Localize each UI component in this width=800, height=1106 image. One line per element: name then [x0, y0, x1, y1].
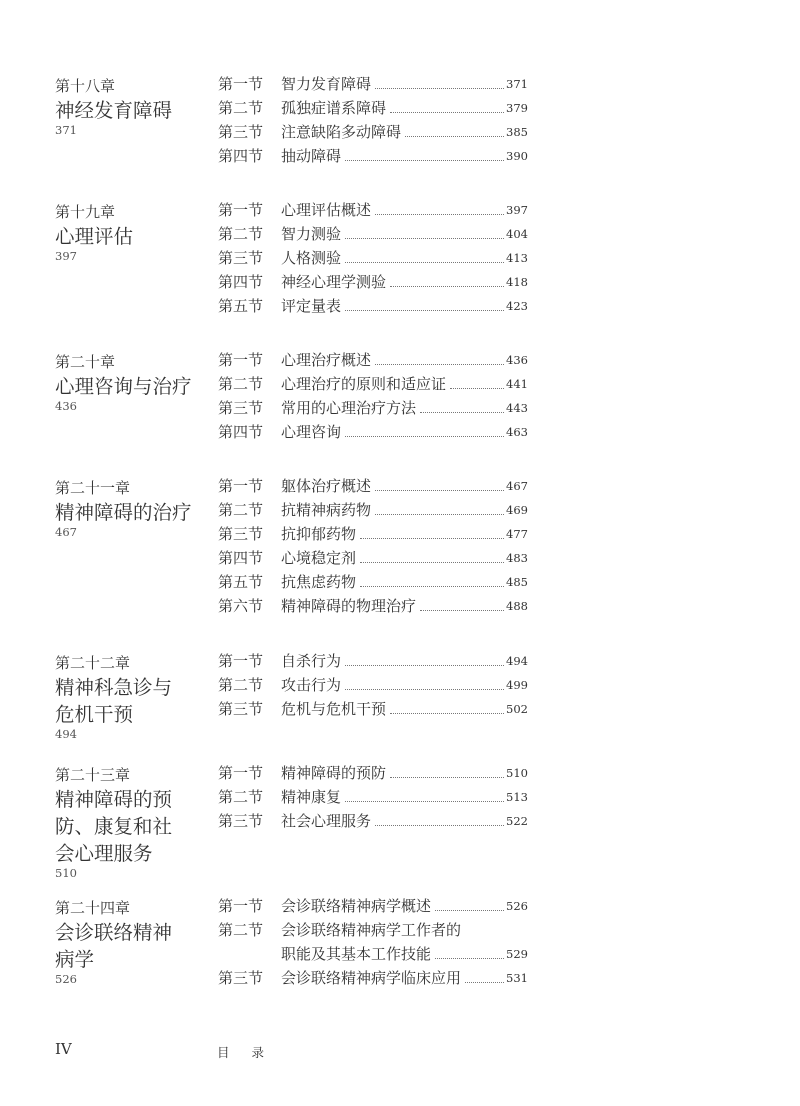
section-page-number: 469: [506, 503, 528, 517]
section-title: 智力发育障碍: [281, 75, 372, 93]
section-title: 精神康复: [281, 788, 342, 806]
section-label: 第一节: [218, 652, 264, 670]
section-label: 第三节: [218, 812, 264, 830]
section-title: 会诊联络精神病学概述: [281, 897, 432, 915]
section-title-continued: 职能及其基本工作技能: [281, 945, 432, 963]
section-page-number: 418: [506, 275, 528, 289]
dot-leader: [375, 514, 504, 515]
chapter-number: 第十八章: [55, 77, 116, 95]
chapter-title: 神经发育障碍: [55, 99, 173, 122]
dot-leader: [345, 436, 504, 437]
section-title-line: [281, 248, 528, 268]
dot-leader: [360, 562, 504, 563]
section-title-line: [281, 146, 528, 166]
section-title-line: [281, 675, 528, 695]
section-title-line: [281, 200, 528, 220]
chapter-page-number: 467: [55, 525, 77, 539]
dot-leader: [375, 364, 504, 365]
dot-leader: [345, 689, 504, 690]
section-title: 会诊联络精神病学工作者的: [281, 921, 462, 939]
section-page-number: 531: [506, 971, 528, 985]
section-page-number: 423: [506, 299, 528, 313]
chapter-number: 第二十二章: [55, 654, 131, 672]
chapter-heading: [55, 899, 215, 986]
footer-section-title: 目 录: [217, 1045, 273, 1060]
section-page-number: 467: [506, 479, 528, 493]
section-page-number: 488: [506, 599, 528, 613]
section-title-line: [281, 548, 528, 568]
toc-section-entry[interactable]: [218, 700, 528, 731]
footer-page-number: IV: [55, 1040, 72, 1058]
dot-leader: [345, 665, 504, 666]
section-title: 心理治疗的原则和适应证: [281, 375, 447, 393]
toc-section-entry[interactable]: [218, 147, 528, 178]
dot-leader: [360, 586, 504, 587]
chapter-number: 第十九章: [55, 203, 116, 221]
dot-leader: [465, 982, 504, 983]
section-title-line: [281, 98, 528, 118]
dot-leader: [375, 490, 504, 491]
section-page-number: 526: [506, 899, 528, 913]
section-title: 躯体治疗概述: [281, 477, 372, 495]
section-title: 孤独症谱系障碍: [281, 99, 387, 117]
section-title: 心理评估概述: [281, 201, 372, 219]
chapter-number: 第二十章: [55, 353, 116, 371]
section-label: 第四节: [218, 549, 264, 567]
chapter-title: 会诊联络精神: [55, 921, 173, 944]
section-title-line: [281, 787, 528, 807]
section-page-number: 443: [506, 401, 528, 415]
section-title: 抗精神病药物: [281, 501, 372, 519]
chapter-page-number: 371: [55, 123, 77, 137]
chapter-heading: [55, 77, 215, 137]
section-title: 人格测验: [281, 249, 342, 267]
section-label: 第二节: [218, 375, 264, 393]
section-label: 第三节: [218, 525, 264, 543]
dot-leader: [420, 610, 504, 611]
section-label: 第三节: [218, 123, 264, 141]
chapter-heading: [55, 654, 215, 741]
section-title-line: [281, 476, 528, 496]
chapter-page-number: 494: [55, 727, 77, 741]
section-label: 第四节: [218, 423, 264, 441]
section-page-number: 385: [506, 125, 528, 139]
dot-leader: [345, 310, 504, 311]
chapter-heading: [55, 353, 215, 413]
section-page-number: 485: [506, 575, 528, 589]
dot-leader: [390, 777, 504, 778]
dot-leader: [435, 910, 504, 911]
chapter-title: 病学: [55, 948, 95, 971]
section-title: 神经心理学测验: [281, 273, 387, 291]
section-title-line: [281, 224, 528, 244]
section-label: 第一节: [218, 351, 264, 369]
dot-leader: [450, 388, 504, 389]
section-label: 第二节: [218, 501, 264, 519]
dot-leader: [435, 958, 504, 959]
section-title: 常用的心理治疗方法: [281, 399, 417, 417]
section-page-number: 441: [506, 377, 528, 391]
section-title: 自杀行为: [281, 652, 342, 670]
dot-leader: [345, 160, 504, 161]
chapter-page-number: 397: [55, 249, 77, 263]
section-label: 第一节: [218, 201, 264, 219]
section-page-number: 529: [506, 947, 528, 961]
section-page-number: 477: [506, 527, 528, 541]
section-page-number: 371: [506, 77, 528, 91]
dot-leader: [390, 112, 504, 113]
section-title-line: [281, 422, 528, 442]
section-label: 第一节: [218, 764, 264, 782]
section-page-number: 499: [506, 678, 528, 692]
section-page-number: 483: [506, 551, 528, 565]
section-title: 智力测验: [281, 225, 342, 243]
section-title-line: [281, 272, 528, 292]
section-title: 注意缺陷多动障碍: [281, 123, 402, 141]
toc-section-entry[interactable]: [218, 969, 528, 1000]
section-title: 会诊联络精神病学临床应用: [281, 969, 462, 987]
section-page-number: 494: [506, 654, 528, 668]
section-page-number: 436: [506, 353, 528, 367]
section-label: 第四节: [218, 273, 264, 291]
section-label: 第二节: [218, 788, 264, 806]
section-page-number: 390: [506, 149, 528, 163]
section-title-line: [281, 763, 528, 783]
section-title-line: [281, 944, 528, 964]
chapter-title: 危机干预: [55, 703, 134, 726]
section-title-line: [281, 968, 528, 988]
section-title: 攻击行为: [281, 676, 342, 694]
section-title: 心境稳定剂: [281, 549, 357, 567]
section-title-line: [281, 500, 528, 520]
section-label: 第五节: [218, 297, 264, 315]
section-label: 第五节: [218, 573, 264, 591]
toc-section-entry[interactable]: [218, 297, 528, 328]
section-title: 抗抑郁药物: [281, 525, 357, 543]
section-title: 评定量表: [281, 297, 342, 315]
chapter-heading: [55, 203, 215, 263]
section-title-line: [281, 524, 528, 544]
section-page-number: 513: [506, 790, 528, 804]
section-title: 心理咨询: [281, 423, 342, 441]
section-title-line: [281, 122, 528, 142]
chapter-page-number: 526: [55, 972, 77, 986]
chapter-title: 防、康复和社: [55, 815, 173, 838]
toc-section-entry[interactable]: [218, 597, 528, 628]
chapter-title: 精神科急诊与: [55, 676, 173, 699]
section-title-line: [281, 572, 528, 592]
dot-leader: [345, 238, 504, 239]
section-page-number: 379: [506, 101, 528, 115]
section-label: 第三节: [218, 700, 264, 718]
dot-leader: [420, 412, 504, 413]
toc-section-entry[interactable]: [218, 812, 528, 843]
chapter-title: 精神障碍的治疗: [55, 501, 192, 524]
section-label: 第二节: [218, 99, 264, 117]
dot-leader: [390, 713, 504, 714]
dot-leader: [375, 825, 504, 826]
section-title-line: [281, 296, 528, 316]
section-page-number: 522: [506, 814, 528, 828]
chapter-heading: [55, 479, 215, 539]
section-title: 抽动障碍: [281, 147, 342, 165]
toc-section-entry[interactable]: [218, 423, 528, 454]
dot-leader: [360, 538, 504, 539]
section-title-line: [281, 74, 528, 94]
section-label: 第二节: [218, 225, 264, 243]
section-title-line: [281, 374, 528, 394]
section-title: 精神障碍的物理治疗: [281, 597, 417, 615]
section-page-number: 413: [506, 251, 528, 265]
section-label: 第一节: [218, 75, 264, 93]
section-title-line: [281, 896, 528, 916]
section-title: 社会心理服务: [281, 812, 372, 830]
dot-leader: [375, 88, 504, 89]
dot-leader: [375, 214, 504, 215]
section-label: 第二节: [218, 921, 264, 939]
section-page-number: 502: [506, 702, 528, 716]
section-label: 第三节: [218, 969, 264, 987]
section-title-line: [281, 811, 528, 831]
chapter-title: 会心理服务: [55, 842, 153, 865]
section-title-line: [281, 398, 528, 418]
dot-leader: [405, 136, 504, 137]
chapter-number: 第二十一章: [55, 479, 131, 497]
section-page-number: 397: [506, 203, 528, 217]
dot-leader: [345, 801, 504, 802]
section-page-number: 463: [506, 425, 528, 439]
chapter-title: 心理评估: [55, 225, 134, 248]
section-title: 心理治疗概述: [281, 351, 372, 369]
chapter-number: 第二十四章: [55, 899, 131, 917]
section-title-line: [281, 651, 528, 671]
dot-leader: [345, 262, 504, 263]
section-label: 第三节: [218, 399, 264, 417]
section-title-line: [281, 350, 528, 370]
section-label: 第四节: [218, 147, 264, 165]
section-label: 第六节: [218, 597, 264, 615]
chapter-heading: [55, 766, 215, 880]
chapter-page-number: 436: [55, 399, 77, 413]
section-label: 第三节: [218, 249, 264, 267]
section-page-number: 510: [506, 766, 528, 780]
section-title-line: [281, 699, 528, 719]
section-label: 第二节: [218, 676, 264, 694]
section-label: 第一节: [218, 897, 264, 915]
section-label: 第一节: [218, 477, 264, 495]
chapter-page-number: 510: [55, 866, 77, 880]
dot-leader: [390, 286, 504, 287]
chapter-number: 第二十三章: [55, 766, 131, 784]
section-title-line: [281, 596, 528, 616]
chapter-title: 心理咨询与治疗: [55, 375, 192, 398]
section-page-number: 404: [506, 227, 528, 241]
section-title: 抗焦虑药物: [281, 573, 357, 591]
section-title: 精神障碍的预防: [281, 764, 387, 782]
section-title: 危机与危机干预: [281, 700, 387, 718]
chapter-title: 精神障碍的预: [55, 788, 173, 811]
